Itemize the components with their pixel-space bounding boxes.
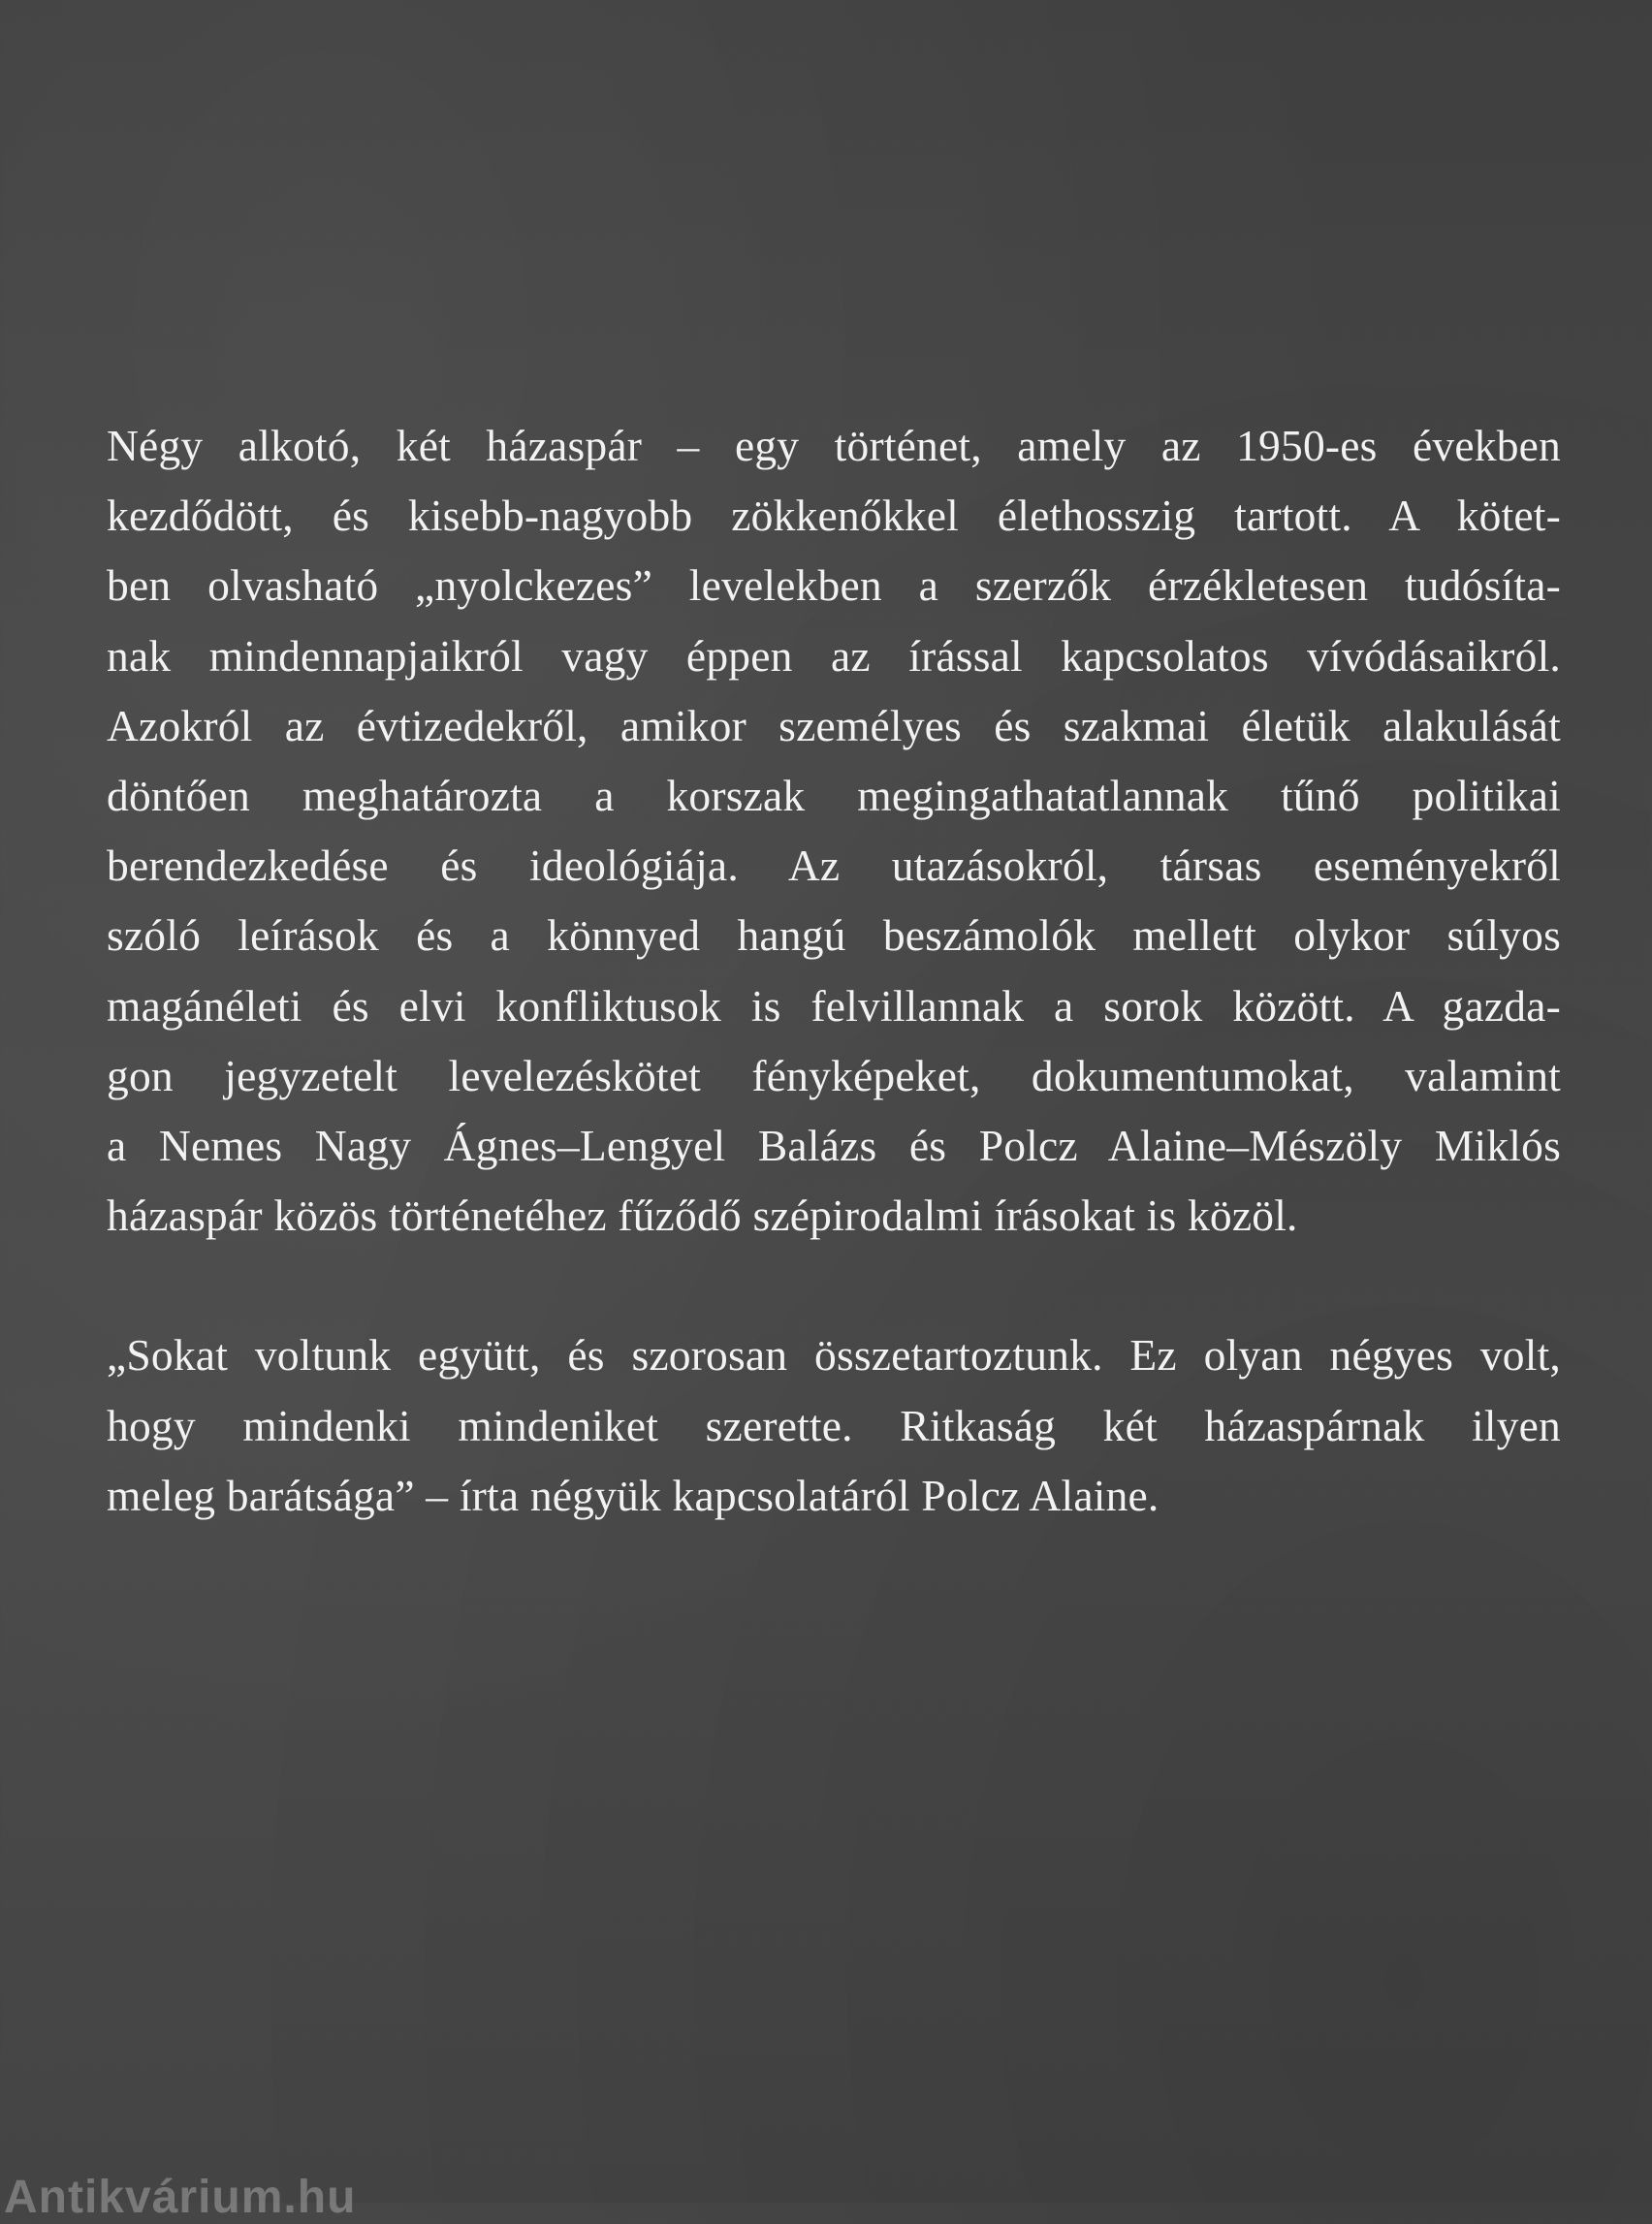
text-line: berendezkedése és ideológiája. Az utazásokról, társas eseményekről [107,841,1561,891]
watermark: Antikvárium.hu [4,2172,357,2223]
paragraph-spacer [107,1251,1561,1320]
text-line: döntően meghatározta a korszak megingathatatlannak tűnő politikai [107,771,1561,821]
text-line: magánéleti és elvi konfliktusok is felvillannak a sorok között. A gazda- [107,980,1561,1031]
text-line: szóló leírások és a könnyed hangú beszámolók mellett olykor súlyos [107,910,1561,961]
text-line: házaspár közös történetéhez fűződő szépirodalmi írásokat is közöl. [107,1191,1298,1241]
blurb-text [107,411,1561,1531]
text-line: „Sokat voltunk együtt, és szorosan összetartoztunk. Ez olyan négyes volt, [107,1330,1561,1381]
blurb-paragraph-2 [107,1320,1561,1531]
text-line: Négy alkotó, két házaspár – egy történet, amely az 1950-es években [107,421,1561,470]
text-line: Azokról az évtizedekről, amikor személyes és szakmai életük alakulását [107,700,1561,750]
blurb-paragraph-1 [107,411,1561,1251]
text-line: a Nemes Nagy Ágnes–Lengyel Balázs és Polcz Alaine–Mészöly Miklós [107,1121,1561,1171]
text-line: gon jegyzetelt levelezéskötet fényképeket, dokumentumokat, valamint [107,1050,1561,1100]
text-line: ben olvasható „nyolckezes” levelekben a szerzők érzékletesen tudósíta- [107,560,1561,611]
text-line: kezdődött, és kisebb-nagyobb zökkenőkkel élethosszig tartott. A kötet- [107,491,1561,541]
text-line: hogy mindenki mindeniket szerette. Ritkaság két házaspárnak ilyen [107,1400,1561,1450]
text-line: nak mindennapjaikról vagy éppen az írással kapcsolatos vívódásaikról. [107,630,1561,681]
text-line: meleg barátsága” – írta négyük kapcsolatáról Polcz Alaine. [107,1470,1160,1520]
